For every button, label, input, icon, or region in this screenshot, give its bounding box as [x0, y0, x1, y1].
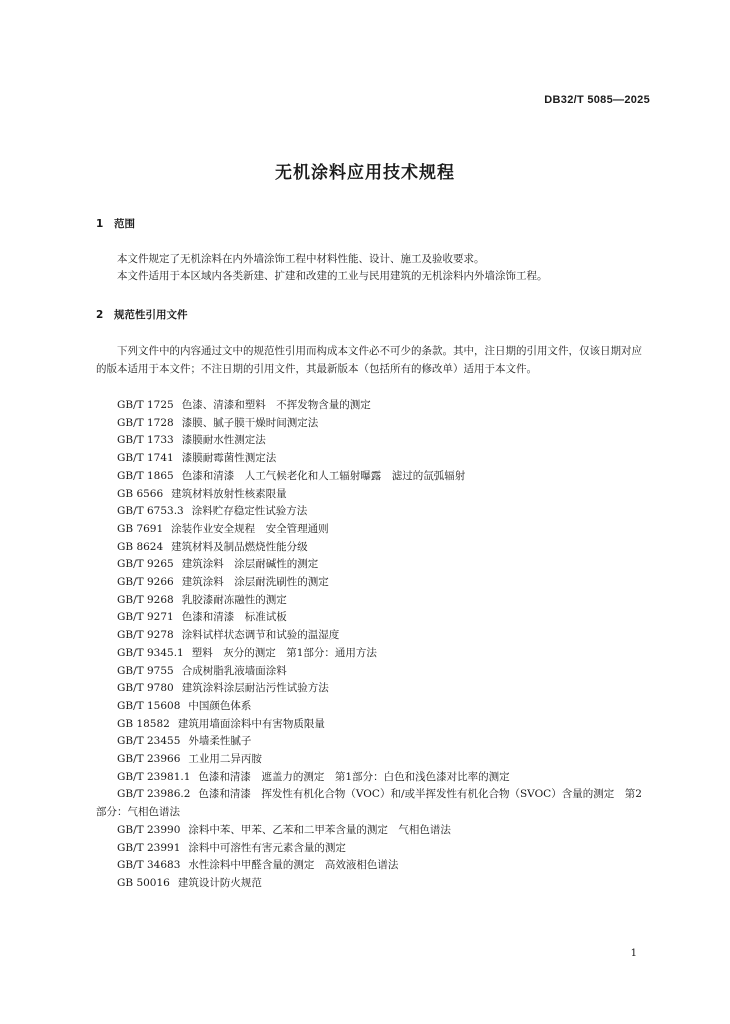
reference-item: [96, 698, 652, 716]
reference-title: 建筑设计防火规范: [177, 876, 262, 889]
reference-item: [96, 556, 652, 574]
reference-code: GB/T 9278: [117, 629, 174, 642]
reference-title: 漆膜耐水性测定法: [181, 434, 266, 447]
page-number: 1: [630, 948, 637, 959]
reference-title: 建筑用墙面涂料中有害物质限量: [177, 717, 325, 730]
reference-item: [96, 875, 652, 893]
reference-title: 漆膜耐霉菌性测定法: [181, 452, 277, 465]
section-1-title: 范围: [114, 218, 135, 230]
section-1-paragraph-2: 本文件适用于本区域内各类新建、扩建和改建的工业与民用建筑的无机涂料内外墙涂饰工程。: [117, 270, 548, 282]
reference-code: GB 8624: [117, 540, 164, 553]
reference-title: 工业用二异丙胺: [188, 753, 262, 766]
section-1-number: 1: [96, 218, 104, 230]
reference-item: [96, 539, 652, 557]
normative-references-list: [96, 397, 652, 893]
reference-code: GB/T 1728: [117, 416, 174, 429]
reference-title: 外墙柔性腻子: [188, 735, 252, 748]
reference-title: 色漆和清漆 标准试板: [181, 611, 287, 624]
reference-item: [96, 503, 652, 521]
reference-title: 色漆、清漆和塑料 不挥发物含量的测定: [181, 399, 371, 411]
reference-code: GB 7691: [117, 522, 164, 535]
reference-title: 合成树脂乳液墙面涂料: [181, 664, 287, 677]
reference-code: GB/T 6753.3: [117, 505, 184, 518]
section-1-heading: [96, 216, 135, 231]
reference-title: 涂装作业安全规程 安全管理通则: [171, 522, 329, 535]
reference-item: [96, 733, 652, 751]
reference-title: 水性涂料中甲醛含量的测定 高效液相色谱法: [188, 859, 399, 872]
reference-title: 中国颜色体系: [188, 699, 252, 712]
reference-title: 涂料中苯、甲苯、乙苯和二甲苯含量的测定 气相色谱法: [188, 823, 451, 836]
reference-title: 建筑涂料涂层耐沾污性试验方法: [181, 682, 329, 695]
reference-item: [96, 415, 652, 433]
reference-item: [96, 645, 652, 663]
reference-code: GB/T 23966: [117, 753, 181, 766]
standard-code: DB32/T 5085—2025: [544, 94, 650, 106]
reference-title: 乳胶漆耐冻融性的测定: [181, 593, 287, 606]
reference-code: GB/T 9345.1: [117, 646, 184, 659]
reference-code: GB/T 23986.2: [117, 788, 191, 801]
reference-title: 色漆和清漆 人工气候老化和人工辐射曝露 滤过的氙弧辐射: [181, 469, 466, 482]
reference-code: GB/T 9268: [117, 593, 174, 606]
reference-code: GB/T 1865: [117, 469, 174, 482]
reference-code: GB/T 9755: [117, 664, 174, 677]
reference-item: [96, 486, 652, 504]
reference-title: 建筑涂料 涂层耐洗刷性的测定: [181, 576, 329, 589]
reference-code: GB 50016: [117, 876, 170, 889]
reference-title: 建筑材料及制品燃烧性能分级: [171, 540, 308, 553]
section-2-number: 2: [96, 309, 104, 321]
reference-code: GB 6566: [117, 487, 164, 500]
reference-code: GB/T 9266: [117, 576, 174, 589]
section-2-paragraph-1: 下列文件中的内容通过文中的规范性引用而构成本文件必不可少的条款。其中，注日期的引用文件，仅该日期对应的版本适用于本文件；不注日期的引用文件，其最新版本（包括所有的修改单）适用于本文件。: [96, 345, 642, 375]
reference-code: GB/T 23455: [117, 735, 181, 748]
reference-title: 涂料试样状态调节和试验的温湿度: [181, 629, 340, 642]
reference-title: 建筑涂料 涂层耐碱性的测定: [181, 558, 319, 571]
reference-code: GB/T 23991: [117, 841, 181, 854]
reference-title: 漆膜、腻子膜干燥时间测定法: [181, 416, 319, 429]
reference-title: 塑料 灰分的测定 第1部分：通用方法: [191, 646, 377, 659]
reference-code: GB/T 23981.1: [117, 770, 191, 783]
reference-item: [96, 751, 652, 769]
reference-title: 涂料贮存稳定性试验方法: [191, 505, 308, 518]
reference-title: 色漆和清漆 遮盖力的测定 第1部分：白色和浅色漆对比率的测定: [198, 770, 510, 783]
reference-code: GB 18582: [117, 717, 170, 730]
reference-item: [96, 663, 652, 681]
reference-item: [96, 857, 652, 875]
reference-item: [96, 822, 652, 840]
reference-title: 涂料中可溶性有害元素含量的测定: [188, 841, 346, 854]
reference-item: [96, 786, 652, 821]
section-1-paragraph-1: 本文件规定了无机涂料在内外墙涂饰工程中材料性能、设计、施工及验收要求。: [117, 253, 485, 265]
reference-code: GB/T 15608: [117, 699, 181, 712]
reference-code: GB/T 9780: [117, 682, 174, 695]
reference-item: [96, 680, 652, 698]
reference-item: [96, 840, 652, 858]
reference-title: 建筑材料放射性核素限量: [171, 487, 287, 500]
reference-code: GB/T 1725: [117, 399, 174, 411]
reference-code: GB/T 1733: [117, 434, 174, 447]
document-title: 无机涂料应用技术规程: [275, 163, 455, 183]
reference-code: GB/T 23990: [117, 823, 181, 836]
reference-item: [96, 521, 652, 539]
reference-code: GB/T 1741: [117, 452, 174, 465]
reference-code: GB/T 9265: [117, 558, 174, 571]
section-2-title: 规范性引用文件: [114, 309, 188, 321]
reference-code: GB/T 9271: [117, 611, 174, 624]
reference-code: GB/T 34683: [117, 859, 181, 872]
reference-item: [96, 468, 652, 486]
reference-item: [96, 609, 652, 627]
reference-item: [96, 397, 652, 415]
reference-item: [96, 592, 652, 610]
reference-item: [96, 450, 652, 468]
section-2-heading: [96, 307, 188, 322]
reference-item: [96, 627, 652, 645]
reference-item: [96, 769, 652, 787]
reference-item: [96, 716, 652, 734]
reference-item: [96, 574, 652, 592]
reference-item: [96, 432, 652, 450]
reference-title: 色漆和清漆 挥发性有机化合物（VOC）和/或半挥发性有机化合物（SVOC）含量的测定 第2部分：气相色谱法: [96, 788, 642, 819]
